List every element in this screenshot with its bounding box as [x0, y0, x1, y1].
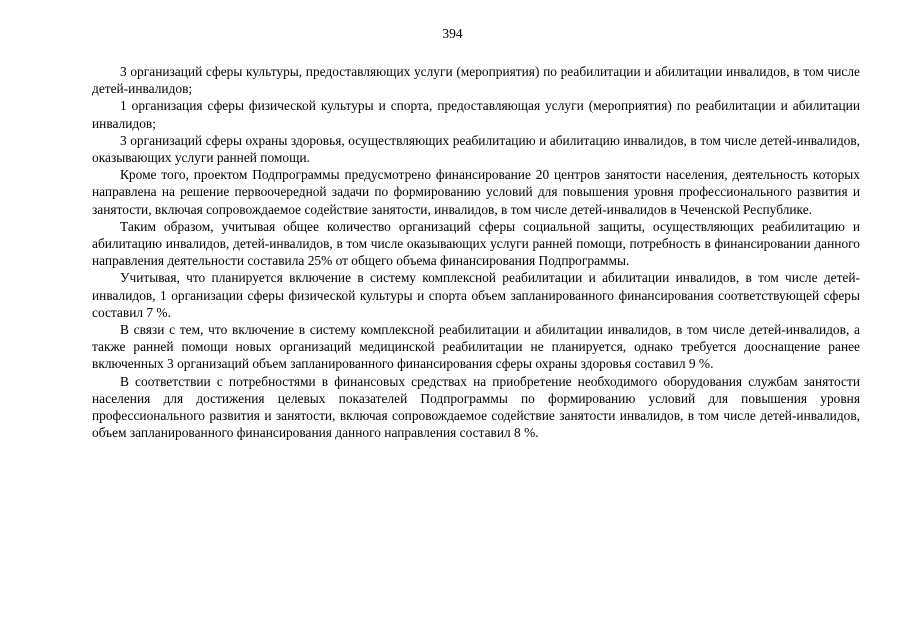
paragraph-7: В связи с тем, что включение в систему комплексной реабилитации и абилитации инвалидов, в том числе детей-инвалидов, а также ранней помощи новых организаций медицинской реабилитации не планируется, однако требуется дооснащение ранее включенных 3 организаций объем запланированного финансирования сферы охраны здоровья составил 9 %. [92, 322, 860, 372]
paragraph-3: 3 организаций сферы охраны здоровья, осуществляющих реабилитацию и абилитацию инвалидов, в том числе детей-инвалидов, оказывающих услуги ранней помощи. [92, 132, 860, 166]
page-number: 394 [442, 26, 463, 41]
paragraph-6: Учитывая, что планируется включение в систему комплексной реабилитации и абилитации инвалидов, в том числе детей-инвалидов, 1 организации сферы физической культуры и спорта объем запланированного финансирования соответствующей сферы составил 7 %. [92, 270, 860, 320]
paragraph-5: Таким образом, учитывая общее количество организаций сферы социальной защиты, осуществляющих реабилитацию и абилитацию инвалидов, детей-инвалидов, в том числе оказывающих услуги ранней помощи, потребность в финансировании данного направления деятельности составила 25% от общего объема финансирования Подпрограммы. [92, 218, 860, 269]
paragraph-8: В соответствии с потребностями в финансовых средствах на приобретение необходимого оборудования службам занятости населения для достижения целевых показателей Подпрограммы по формированию условий для повышения уровня профессионального развития и занятости, включая сопровождаемое содействие занятости инвалидов, в том числе детей-инвалидов, объем запланированного финансирования данного направления составил 8 %. [92, 373, 860, 441]
document-body [92, 63, 860, 441]
paragraph-2: 1 организация сферы физической культуры и спорта, предоставляющая услуги (мероприятия) по реабилитации и абилитации инвалидов; [92, 98, 860, 131]
paragraph-1: 3 организаций сферы культуры, предоставляющих услуги (мероприятия) по реабилитации и абилитации инвалидов, в том числе детей-инвалидов; [92, 64, 860, 97]
paragraph-4: Кроме того, проектом Подпрограммы предусмотрено финансирование 20 центров занятости населения, деятельность которых направлена на решение первоочередной задачи по формированию условий для повышения уровня профессионального развития и занятости, включая сопровождаемое содействие занятости, инвалидов, в том числе детей-инвалидов в Чеченской Республике. [92, 167, 860, 217]
